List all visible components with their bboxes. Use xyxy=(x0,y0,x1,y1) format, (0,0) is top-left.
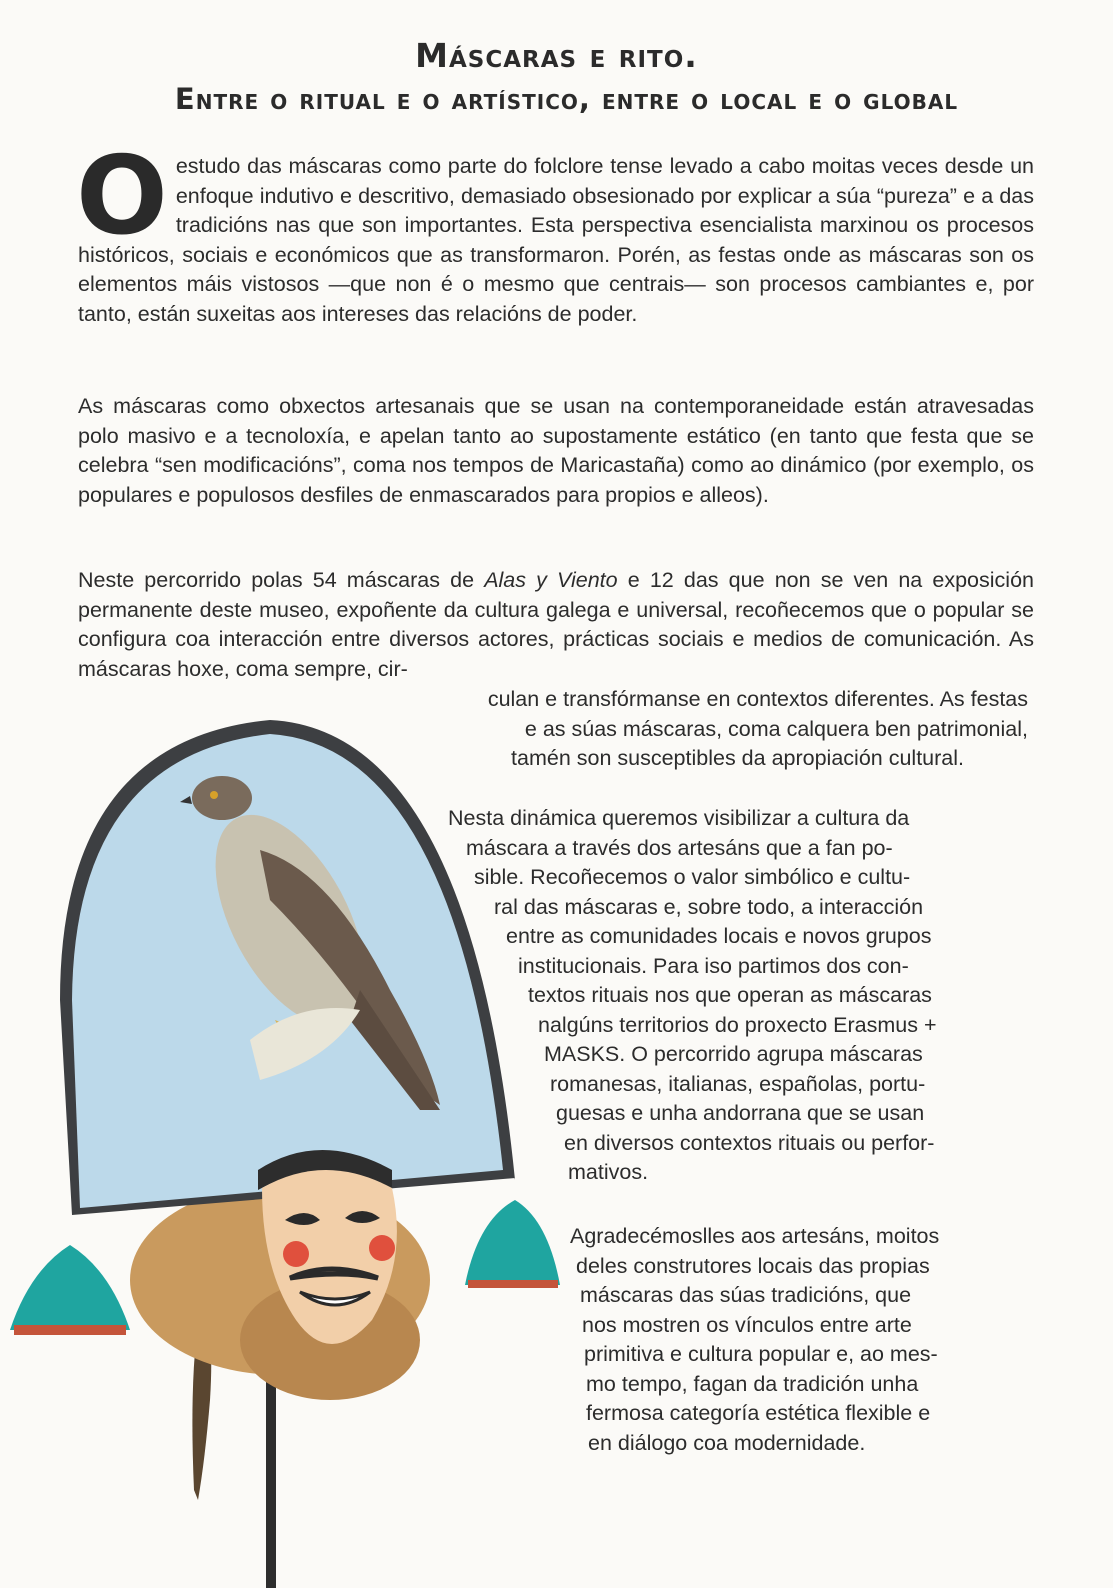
tassel-left-icon xyxy=(10,1245,130,1335)
drop-cap: O xyxy=(76,134,168,259)
intro-text: estudo das máscaras como parte do folclore tense levado a cabo moitas veces desde un enfoque indutivo e descritivo, demasiado obsesionado por explicar a súa “pureza” e a das tradicións nas que son importantes. Esta perspectiva esencialista marxinou os procesos históricos, sociais e económicos que as transformaron. Porén, as festas onde as máscaras son os elementos máis vistosos —que non é o mesmo que centrais— son procesos cambiantes e, por tanto, están suxeitas aos intereses das relacións de poder. xyxy=(78,154,1034,326)
text-line: primitiva e cultura popular e, ao mes- xyxy=(584,1342,938,1366)
text-line: e as súas máscaras, coma calquera ben patrimonial, xyxy=(524,716,1028,741)
paragraph-3-before: Neste percorrido polas 54 máscaras de xyxy=(78,568,485,592)
paragraph-3-after: e 12 das que non se ven na exposición permanente deste museo, expoñente da cultura galega e universal, recoñecemos que o popular se configura coa interacción entre diversos actores, prácticas sociais e medios de comunicación. As máscaras hoxe, coma sempre, cir- xyxy=(78,568,1034,681)
paragraph-2: As máscaras como obxectos artesanais que se usan na contemporaneidade están atravesadas polo masivo e a tecnoloxía, e apelan tanto ao supostamente estático (en tanto que festa que se celebra “sen modificacións”, coma nos tempos de Maricastaña) como ao dinámico (por exemplo, os populares e populosos desfiles de enmascarados para propios e alleos). xyxy=(78,394,1034,507)
tassel-right-icon xyxy=(465,1200,560,1288)
text-line: máscaras das súas tradicións, que xyxy=(580,1283,912,1307)
text-line: romanesas, italianas, españolas, portu- xyxy=(550,1071,926,1096)
text-line: MASKS. O percorrido agrupa máscaras xyxy=(544,1042,923,1066)
exhibition-title: Alas y Viento xyxy=(484,568,618,592)
text-line: máscara a través dos artesáns que a fan po- xyxy=(466,835,893,860)
page-title: Máscaras e rito. xyxy=(415,36,698,75)
text-line: mativos. xyxy=(568,1160,649,1184)
text-line: fermosa categoría estética flexible e xyxy=(586,1401,931,1425)
text-line: nos mostren os vínculos entre arte xyxy=(582,1312,912,1337)
text-line: Agradecémoslles aos artesáns, moitos xyxy=(570,1224,940,1248)
mask-cheek-right xyxy=(369,1235,395,1261)
page-subtitle: Entre o ritual e o artístico, entre o local e o global xyxy=(174,82,959,116)
intro-paragraph xyxy=(76,134,1034,329)
paragraph-3 xyxy=(78,566,1034,684)
text-line: institucionais. Para iso partimos dos con- xyxy=(518,953,909,978)
text-line: tamén son susceptibles da apropiación cultural. xyxy=(511,746,964,770)
text-line: en diversos contextos rituais ou perfor- xyxy=(564,1130,935,1155)
text-line: entre as comunidades locais e novos grupos xyxy=(506,924,932,948)
mask-cheek-left xyxy=(283,1241,309,1267)
text-line: mo tempo, fagan da tradición unha xyxy=(586,1371,919,1396)
text-line: guesas e unha andorrana que se usan xyxy=(556,1101,925,1125)
text-line: textos rituais nos que operan as máscaras xyxy=(528,983,932,1007)
text-line: deles construtores locais das propias xyxy=(576,1253,930,1278)
paragraph-4 xyxy=(448,804,1030,1188)
text-line: sible. Recoñecemos o valor simbólico e cultu- xyxy=(474,865,911,889)
text-line: Nesta dinámica queremos visibilizar a cultura da xyxy=(448,806,910,830)
text-line: culan e transfórmanse en contextos diferentes. As festas xyxy=(487,687,1028,711)
paragraph-5 xyxy=(570,1222,1028,1458)
text-line: nalgúns territorios do proxecto Erasmus + xyxy=(538,1012,937,1037)
text-line: ral das máscaras e, sobre todo, a interacción xyxy=(494,894,924,919)
text-line: en diálogo coa modernidade. xyxy=(588,1430,866,1455)
